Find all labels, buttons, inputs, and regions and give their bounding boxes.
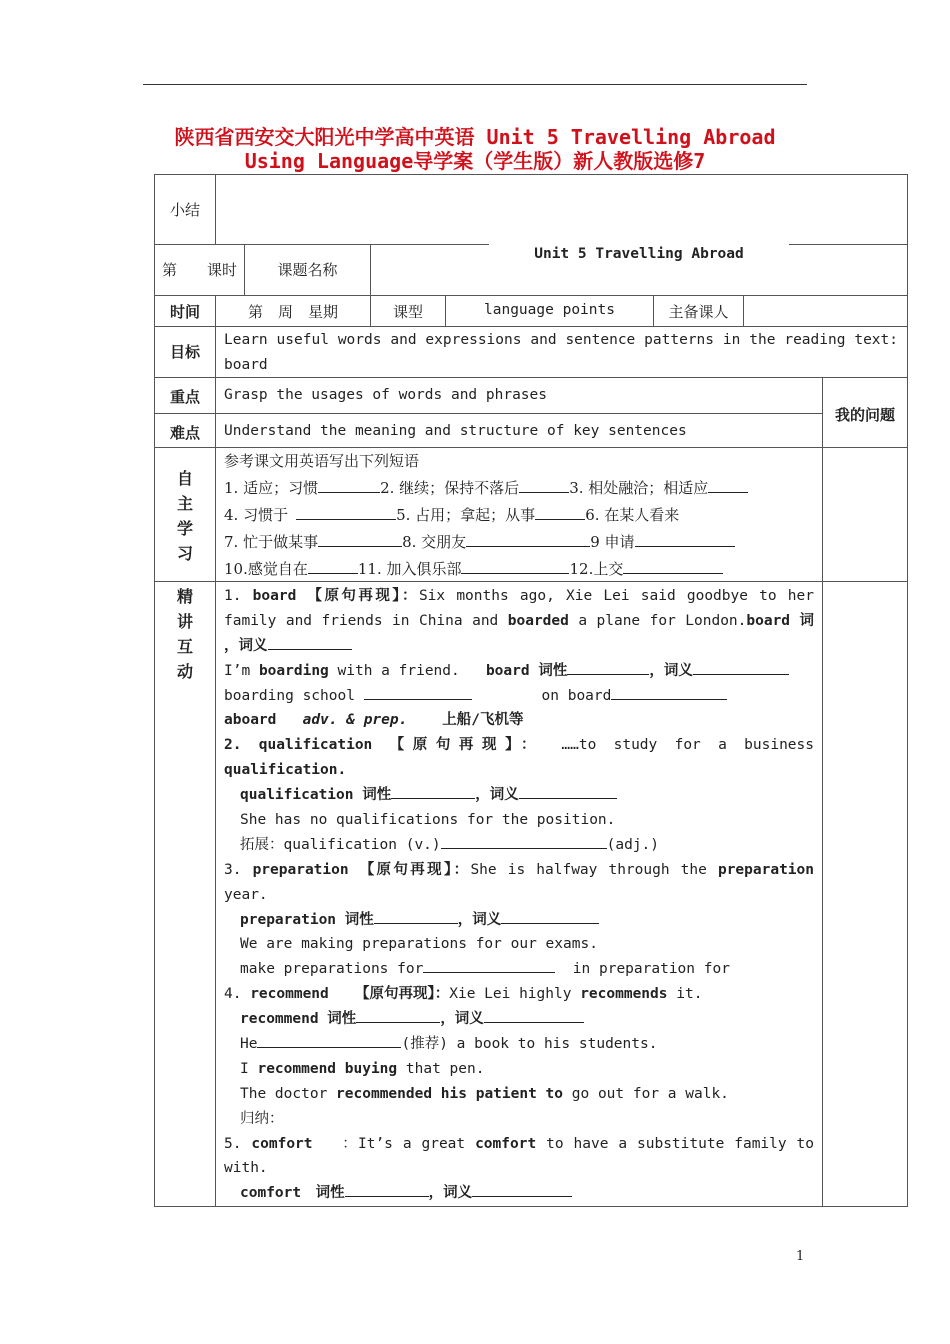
lecture-content (224, 584, 814, 1206)
key-text-cell (215, 377, 823, 414)
topic-label: 课题名称 (277, 261, 338, 279)
s3-line-5: make preparations for in preparation for (240, 961, 730, 978)
lesson-number-cell (154, 244, 245, 296)
summary-label: 小结 (169, 201, 200, 219)
type-value-cell (445, 295, 654, 327)
preparer-value-cell (743, 295, 908, 327)
my-questions-cell (822, 377, 908, 448)
s5-line-2: with. (224, 1160, 268, 1177)
s3-line-3: preparation 词性 ，词义 (224, 908, 814, 933)
s3-line-2: year. (224, 886, 268, 903)
s1-line-3: ，词义 (224, 634, 814, 659)
s1-line-2: family and friends in China and boarded a plane for London.board 词 (224, 612, 814, 629)
s4-line-5: The doctor recommended his patient to go out for a walk. (240, 1085, 729, 1102)
summary-label-cell (154, 174, 216, 245)
type-value: language points (484, 302, 615, 318)
topic-value-cell (370, 244, 908, 296)
difficulty-text-cell (215, 413, 823, 448)
s1-line-5: boarding school on board (224, 684, 814, 709)
self-study-label: 自 主 学 习 (176, 469, 193, 563)
page-number: 1 (796, 1249, 805, 1264)
time-label-cell (154, 295, 216, 327)
type-label: 课型 (392, 303, 423, 321)
phrase-row-1: 1. 适应；习惯 2. 继续；保持不落后 3. 相处融洽；相适应 (224, 475, 814, 502)
preparer-label: 主备课人 (668, 303, 729, 321)
s2-line-1: 2. qualification 【原句再现】： ……to study for a business (224, 737, 814, 754)
goal-label: 目标 (169, 343, 200, 361)
s2-line-5: 拓展：qualification (v.) (adj.) (240, 836, 660, 853)
my-questions-label: 我的问题 (834, 406, 895, 424)
s3-line-1: 3. preparation 【原句再现】：She is halfway through the preparation (224, 861, 814, 878)
difficulty-text: Understand the meaning and structure of key sentences (224, 423, 687, 439)
s1-line-1: 1. board 【原句再现】：Six months ago, Xie Lei said goodbye to her (224, 588, 814, 604)
goal-label-cell (154, 326, 216, 378)
difficulty-label: 难点 (169, 424, 200, 442)
s4-line-2: recommend 词性 ，词义 (224, 1007, 814, 1032)
time-value-cell (215, 295, 371, 327)
s2-line-2: qualification. (224, 762, 347, 779)
time-label: 时间 (169, 303, 200, 321)
page-title: 陕西省西安交大阳光中学高中英语 Unit 5 Travelling Abroad (174, 125, 776, 149)
type-label-cell (370, 295, 446, 327)
s5-line-1: 5. comfort ：It’s a great comfort to have a substitute family to (224, 1135, 814, 1152)
self-study-intro: 参考课文用英语写出下列短语 (224, 452, 420, 470)
self-study-notes-cell (822, 447, 908, 582)
preparer-label-cell (653, 295, 744, 327)
lecture-notes-cell (822, 581, 908, 1207)
phrase-row-2: 4. 习惯于 5. 占用；拿起；从事 6. 在某人看来 (224, 506, 680, 524)
key-text: Grasp the usages of words and phrases (224, 387, 548, 403)
s2-line-4: She has no qualifications for the position. (240, 812, 616, 829)
s1-line-4: I’m boarding with a friend. board 词性 ，词义 (224, 659, 814, 684)
s4-line-6: 归纳： (240, 1110, 284, 1127)
key-label: 重点 (169, 388, 200, 406)
s4-line-4: I recommend buying that pen. (240, 1060, 485, 1077)
difficulty-label-cell (154, 413, 216, 448)
s1-line-6: aboard adv. & prep. 上船/飞机等 (224, 712, 524, 729)
phrase-row-4: 10.感觉自在 11. 加入俱乐部 12.上交 (224, 556, 814, 583)
self-study-list (224, 448, 814, 583)
s4-line-3: He (推荐) a book to his students. (240, 1036, 658, 1053)
lesson-number: 第 课时 (161, 261, 237, 279)
s2-line-3: qualification 词性 ，词义 (224, 783, 814, 808)
time-value: 第 周 星期 (247, 303, 338, 321)
topic-value: Unit 5 Travelling Abroad (534, 246, 744, 262)
summary-content-cell (215, 174, 908, 245)
s4-line-1: 4. recommend 【原句再现】：Xie Lei highly recommends it. (224, 986, 703, 1003)
s5-line-3: comfort 词性 ，词义 (224, 1181, 814, 1206)
header-rule (143, 84, 807, 85)
topic-label-cell (244, 244, 371, 296)
key-label-cell (154, 377, 216, 414)
goal-text: Learn useful words and expressions and sentence patterns in the reading text: board (224, 332, 898, 373)
s3-line-4: We are making preparations for our exams. (240, 936, 598, 953)
phrase-row-3: 7. 忙于做某事 8. 交朋友 9 申请 (224, 529, 814, 556)
lecture-label: 精 讲 互 动 (176, 587, 193, 681)
page-subtitle: Using Language导学案（学生版）新人教版选修7 (244, 149, 706, 173)
